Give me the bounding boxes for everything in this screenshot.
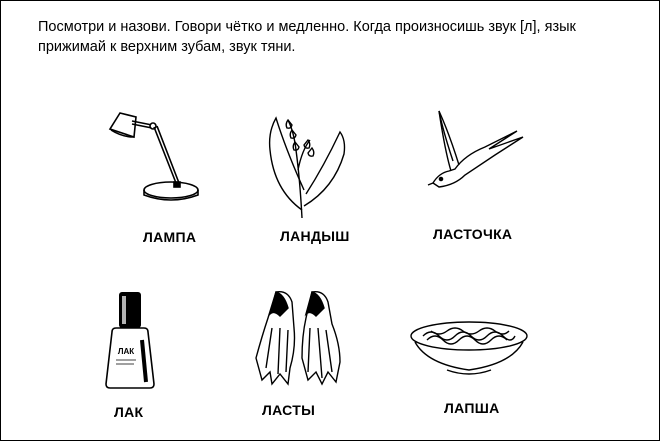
lily-of-the-valley-icon bbox=[262, 110, 352, 220]
picture-lily bbox=[262, 110, 352, 220]
picture-flippers bbox=[252, 288, 344, 388]
label-lapsha: ЛАПША bbox=[444, 400, 500, 416]
picture-swallow bbox=[425, 103, 530, 198]
picture-lamp bbox=[98, 103, 208, 203]
label-lak: ЛАК bbox=[114, 404, 144, 420]
label-lampa: ЛАМПА bbox=[143, 229, 197, 245]
label-landysh: ЛАНДЫШ bbox=[280, 228, 350, 244]
swallow-icon bbox=[425, 103, 530, 198]
noodle-bowl-icon bbox=[407, 318, 531, 378]
lamp-icon bbox=[98, 103, 208, 203]
flippers-icon bbox=[252, 288, 344, 388]
bottle-label-text: ЛАК bbox=[117, 347, 135, 356]
picture-nail-polish bbox=[102, 290, 162, 390]
nail-polish-icon bbox=[102, 290, 162, 390]
picture-noodle-bowl bbox=[407, 318, 531, 378]
instructions-text: Посмотри и назови. Говори чётко и медленно. Когда произносишь звук [л], язык прижимай к верхним зубам, звук тяни. bbox=[38, 19, 576, 55]
label-lasty: ЛАСТЫ bbox=[262, 402, 316, 418]
label-lastochka: ЛАСТОЧКА bbox=[433, 226, 513, 242]
